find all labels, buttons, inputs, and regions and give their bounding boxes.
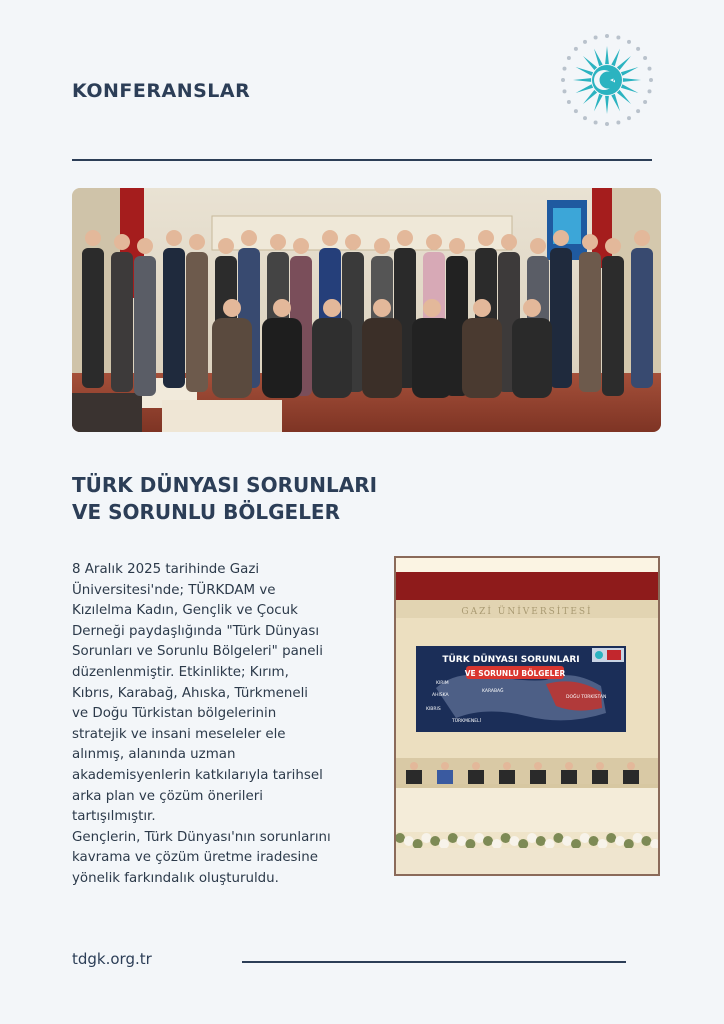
emblem-star <box>636 109 640 113</box>
person-standing <box>111 252 133 392</box>
panelist-head <box>596 762 604 770</box>
emblem-star <box>563 89 567 93</box>
person-head <box>166 230 182 246</box>
body-line: stratejik ve insani meseleler ele <box>72 726 286 742</box>
person-head <box>530 238 546 254</box>
person-head <box>374 238 390 254</box>
flower <box>474 833 484 843</box>
person-kneeling <box>262 318 302 398</box>
emblem-ray <box>611 94 620 112</box>
flower <box>413 839 423 849</box>
person-head <box>189 234 205 250</box>
person-head <box>270 234 286 250</box>
person-kneeling <box>212 318 252 398</box>
flower <box>509 836 519 846</box>
article-body <box>72 560 372 890</box>
flower <box>624 839 634 849</box>
screen-title-line-1: TÜRK DÜNYASI SORUNLARI <box>442 655 580 665</box>
emblem-star <box>563 67 567 71</box>
body-line: Kıbrıs, Karabağ, Ahıska, Türkmeneli <box>72 685 309 701</box>
map-label: KIBRIS <box>426 707 441 712</box>
flower <box>527 833 537 843</box>
person-head <box>137 238 153 254</box>
person-head <box>523 299 541 317</box>
footer-divider <box>242 961 626 963</box>
person-head <box>114 234 130 250</box>
person-kneeling <box>462 318 502 398</box>
person-standing <box>631 248 653 388</box>
emblem-ray <box>583 90 597 104</box>
flower <box>404 836 414 846</box>
panel-photo <box>394 556 660 876</box>
headline-line: TÜRK DÜNYASI SORUNLARI <box>72 473 378 497</box>
body-line: ve Doğu Türkistan bölgelerinin <box>72 706 277 722</box>
person-head <box>373 299 391 317</box>
person-standing <box>602 256 624 396</box>
emblem-star <box>583 116 587 120</box>
person-head <box>322 230 338 246</box>
person-head <box>426 234 442 250</box>
flower <box>448 833 458 843</box>
emblem-ray <box>576 67 594 76</box>
person-head <box>293 238 309 254</box>
person-kneeling <box>312 318 352 398</box>
body-line: yönelik farkındalık oluşturuldu. <box>72 870 279 886</box>
flower <box>518 839 528 849</box>
emblem-star <box>636 47 640 51</box>
flower <box>465 839 475 849</box>
flower <box>457 836 467 846</box>
panelist-head <box>441 762 449 770</box>
top-divider <box>72 159 652 161</box>
person-head <box>634 230 650 246</box>
panelist <box>406 770 422 784</box>
person-standing <box>186 252 208 392</box>
emblem-star <box>567 100 571 104</box>
hall-sign: GAZİ ÜNİVERSİTESİ <box>461 607 593 617</box>
person-head <box>423 299 441 317</box>
person-head <box>605 238 621 254</box>
flower <box>421 833 431 843</box>
person-standing <box>134 256 156 396</box>
emblem-star <box>648 67 652 71</box>
panelist-head <box>410 762 418 770</box>
person-head <box>397 230 413 246</box>
emblem-ray <box>617 90 631 104</box>
body-line: düzenlenmiştir. Etkinlikte; Kırım, <box>72 664 289 680</box>
panelist-head <box>503 762 511 770</box>
body-line: tartışılmıştır. <box>72 809 156 825</box>
person-head <box>345 234 361 250</box>
person-head <box>223 299 241 317</box>
person-standing <box>579 252 601 392</box>
person-head <box>273 299 291 317</box>
flower <box>580 833 590 843</box>
group-photo <box>72 188 661 432</box>
emblem-star <box>616 36 620 40</box>
body-line: Gençlerin, Türk Dünyası'nın sorunlarını <box>72 829 331 845</box>
person-head <box>85 230 101 246</box>
emblem-ray <box>623 78 641 82</box>
flower <box>492 839 502 849</box>
flower <box>597 839 607 849</box>
map-label: TÜRKMENELİ <box>452 719 481 724</box>
body-line: arka plan ve çözüm önerileri <box>72 788 263 804</box>
flower <box>633 833 643 843</box>
emblem-star <box>574 47 578 51</box>
emblem-star <box>567 56 571 60</box>
map-label: DOĞU TÜRKİSTAN <box>566 695 607 700</box>
emblem-star <box>643 56 647 60</box>
person-head <box>582 234 598 250</box>
map-label: KIRIM <box>436 681 449 686</box>
body-line: Üniversitesi'nde; TÜRKDAM ve <box>72 582 276 598</box>
flower <box>553 833 563 843</box>
map-label: KARABAĞ <box>482 689 504 694</box>
person-head <box>473 299 491 317</box>
emblem-star <box>649 78 653 82</box>
flower <box>606 833 616 843</box>
emblem-ray <box>573 78 591 82</box>
panelist <box>499 770 515 784</box>
emblem-star <box>561 78 565 82</box>
body-line: Kızılelma Kadın, Gençlik ve Çocuk <box>72 603 298 619</box>
person-head <box>501 234 517 250</box>
flower <box>562 836 572 846</box>
person-head <box>449 238 465 254</box>
emblem-star <box>583 40 587 44</box>
emblem-star <box>643 100 647 104</box>
person-kneeling <box>412 318 452 398</box>
panelist <box>592 770 608 784</box>
sun-crescent-emblem-icon <box>552 30 662 140</box>
headline-line: VE SORUNLU BÖLGELER <box>72 500 340 524</box>
section-label: KONFERANSLAR <box>72 80 251 102</box>
flower <box>430 836 440 846</box>
emblem-ray <box>611 49 620 67</box>
person-head <box>478 230 494 246</box>
person-standing <box>163 248 185 388</box>
person-head <box>323 299 341 317</box>
panelist-head <box>627 762 635 770</box>
panelist-head <box>565 762 573 770</box>
emblem-ray <box>576 84 594 93</box>
panelist <box>623 770 639 784</box>
article-headline <box>72 472 377 526</box>
flower <box>589 836 599 846</box>
flower <box>483 836 493 846</box>
emblem-star <box>605 34 609 38</box>
emblem-ray <box>621 84 639 93</box>
emblem-star <box>594 121 598 125</box>
flower <box>641 836 651 846</box>
emblem-ray <box>621 67 639 76</box>
map-label: AHISKA <box>432 693 449 698</box>
body-line: 8 Aralık 2025 tarihinde Gazi <box>72 562 260 577</box>
emblem-star <box>574 109 578 113</box>
body-line: alınmış, alanında uzman <box>72 747 236 763</box>
emblem-star <box>605 122 609 126</box>
emblem-star <box>627 40 631 44</box>
emblem-ray <box>605 46 609 64</box>
panelist <box>561 770 577 784</box>
person-kneeling <box>362 318 402 398</box>
emblem-star <box>594 36 598 40</box>
panelist <box>468 770 484 784</box>
panelist-head <box>472 762 480 770</box>
emblem-ray <box>594 49 603 67</box>
flower <box>615 836 625 846</box>
body-line: akademisyenlerin katkılarıyla tarihsel <box>72 767 323 783</box>
person-standing <box>82 248 104 388</box>
emblem-star <box>616 121 620 125</box>
emblem-star <box>648 89 652 93</box>
person-head <box>553 230 569 246</box>
body-line: Sorunları ve Sorunlu Bölgeleri" paneli <box>72 644 323 660</box>
person-head <box>218 238 234 254</box>
panelist <box>530 770 546 784</box>
flower <box>439 839 449 849</box>
flower <box>571 839 581 849</box>
person-standing <box>550 248 572 388</box>
panelist <box>437 770 453 784</box>
person-kneeling <box>512 318 552 398</box>
emblem-star <box>627 116 631 120</box>
emblem-ray <box>594 94 603 112</box>
emblem-ray <box>583 56 597 70</box>
body-line: kavrama ve çözüm üretme iradesine <box>72 850 318 866</box>
screen-title-line-2: VE SORUNLU BÖLGELER <box>464 669 566 678</box>
body-line: Derneği paydaşlığında "Türk Dünyası <box>72 623 320 639</box>
footer-url[interactable]: tdgk.org.tr <box>72 950 152 968</box>
flower <box>545 839 555 849</box>
panelist-head <box>534 762 542 770</box>
flower <box>501 833 511 843</box>
emblem-ray <box>605 96 609 114</box>
emblem-ray <box>617 56 631 70</box>
person-head <box>241 230 257 246</box>
flower <box>536 836 546 846</box>
